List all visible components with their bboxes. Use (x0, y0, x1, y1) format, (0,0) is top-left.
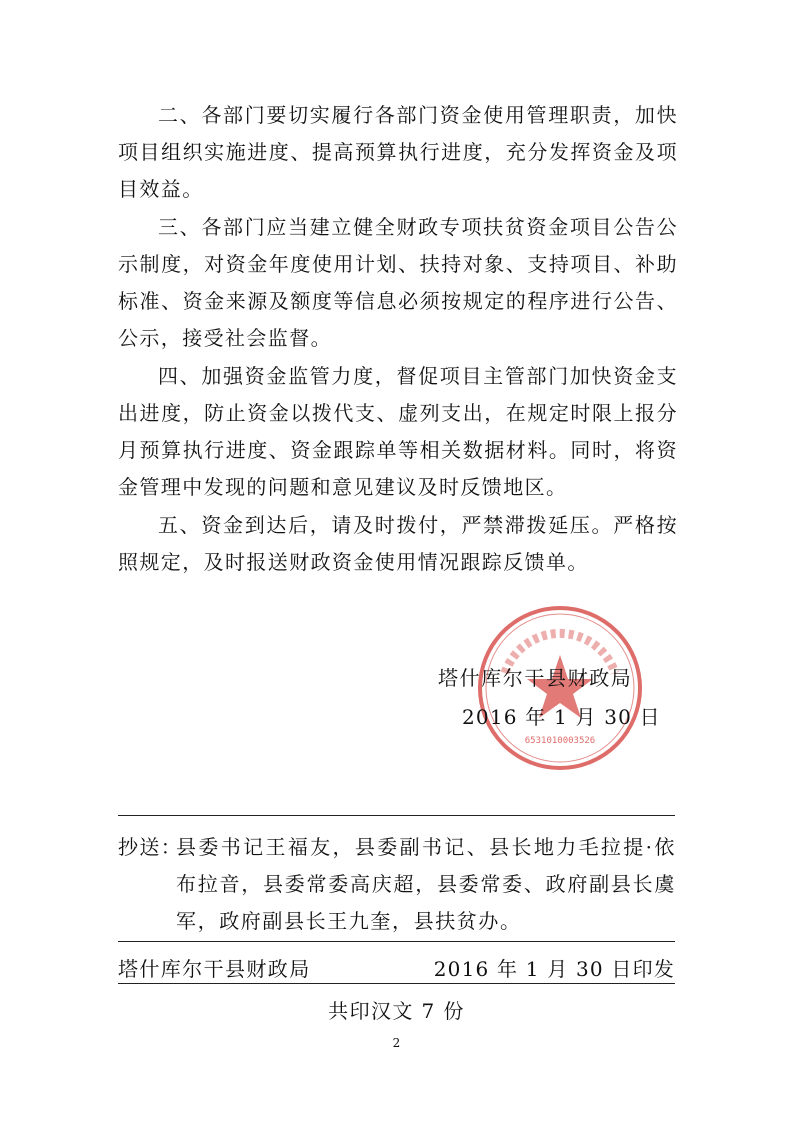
paragraph-item-4: 四、加强资金监管力度，督促项目主管部门加快资金支出进度，防止资金以拨代支、虚列支出，在规定时限上报分月预算执行进度、资金跟踪单等相关数据材料。同时，将资金管理中发现的问题和意见建议及时反馈地区。 (118, 364, 678, 499)
signature-organization: 塔什库尔干县财政局 (438, 666, 633, 690)
cc-label: 抄送： (118, 835, 183, 859)
footer-issue-date: 2016 年 1 月 30 日印发 (433, 957, 675, 981)
page-number: 2 (392, 1036, 401, 1050)
footer-issuer: 塔什库尔干县财政局 (118, 957, 311, 981)
copies-count: 共印汉文 7 份 (328, 999, 465, 1023)
signature-date: 2016 年 1 月 30 日 (462, 705, 661, 729)
divider-middle (118, 941, 675, 942)
paragraph-item-3: 三、各部门应当建立健全财政专项扶贫资金项目公告公示制度，对资金年度使用计划、扶持对象、支持项目、补助标准、资金来源及额度等信息必须按规定的程序进行公告、公示，接受社会监督。 (118, 215, 678, 350)
paragraph-item-2: 二、各部门要切实履行各部门资金使用管理职责，加快项目组织实施进度、提高预算执行进度，充分发挥资金及项目效益。 (118, 103, 678, 201)
divider-top (118, 815, 675, 816)
divider-bottom (118, 983, 675, 984)
cc-recipients: 县委书记王福友，县委副书记、县长地力毛拉提·依布拉音，县委常委高庆超，县委常委、政府副县长虞军，政府副县长王九奎，县扶贫办。 (176, 835, 676, 933)
paragraph-item-5: 五、资金到达后，请及时拨付，严禁滞拨延压。严格按照规定，及时报送财政资金使用情况跟踪反馈单。 (118, 513, 678, 574)
seal-code: 6531010003526 (524, 736, 596, 746)
